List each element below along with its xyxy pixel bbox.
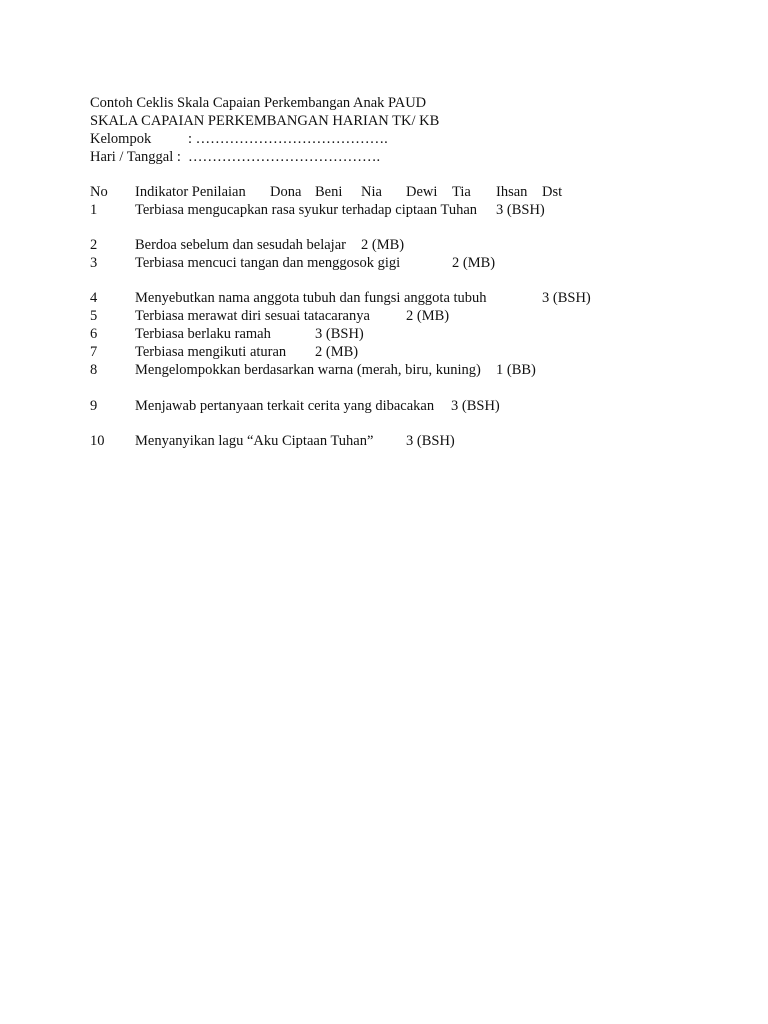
- row-score: 2 (MB): [361, 237, 405, 253]
- row-score: 3 (BSH): [542, 290, 591, 306]
- row-score: 3 (BSH): [406, 433, 455, 449]
- row-score: 3 (BSH): [496, 202, 545, 218]
- row-number: 3: [90, 255, 98, 271]
- row-number: 8: [90, 362, 98, 378]
- document-subtitle: SKALA CAPAIAN PERKEMBANGAN HARIAN TK/ KB: [90, 113, 440, 129]
- row-indikator: Terbiasa mencuci tangan dan menggosok gigi: [135, 255, 401, 271]
- header-name-tia: Tia: [452, 184, 471, 200]
- row-score: 1 (BB): [496, 362, 536, 378]
- row-indikator: Terbiasa berlaku ramah: [135, 326, 271, 342]
- header-name-dst: Dst: [542, 184, 563, 200]
- row-number: 2: [90, 237, 98, 253]
- row-indikator: Berdoa sebelum dan sesudah belajar: [135, 237, 346, 253]
- hari-tanggal-label: Hari / Tanggal :: [90, 149, 181, 165]
- row-indikator: Terbiasa merawat diri sesuai tatacaranya: [135, 308, 370, 324]
- row-number: 1: [90, 202, 98, 218]
- row-indikator: Mengelompokkan berdasarkan warna (merah, biru, kuning): [135, 362, 481, 378]
- hari-tanggal-value: ………………………………….: [188, 149, 381, 165]
- row-number: 5: [90, 308, 98, 324]
- header-no: No: [90, 184, 108, 200]
- header-name-nia: Nia: [361, 184, 382, 200]
- kelompok-label: Kelompok: [90, 131, 152, 147]
- row-number: 7: [90, 344, 98, 360]
- row-number: 4: [90, 290, 98, 306]
- row-indikator: Terbiasa mengikuti aturan: [135, 344, 287, 360]
- row-score: 2 (MB): [452, 255, 496, 271]
- header-name-dona: Dona: [270, 184, 302, 200]
- row-score: 3 (BSH): [451, 398, 500, 414]
- header-indikator: Indikator Penilaian: [135, 184, 246, 200]
- row-indikator: Menyebutkan nama anggota tubuh dan fungsi anggota tubuh: [135, 290, 487, 306]
- row-number: 9: [90, 398, 98, 414]
- header-name-ihsan: Ihsan: [496, 184, 528, 200]
- row-indikator: Terbiasa mengucapkan rasa syukur terhadap ciptaan Tuhan: [135, 202, 478, 218]
- row-number: 10: [90, 433, 105, 449]
- row-score: 3 (BSH): [315, 326, 364, 342]
- row-indikator: Menyanyikan lagu “Aku Ciptaan Tuhan”: [135, 433, 374, 449]
- row-score: 2 (MB): [315, 344, 359, 360]
- row-number: 6: [90, 326, 98, 342]
- header-name-beni: Beni: [315, 184, 343, 200]
- document-title: Contoh Ceklis Skala Capaian Perkembangan Anak PAUD: [90, 95, 427, 111]
- row-score: 2 (MB): [406, 308, 450, 324]
- kelompok-value: : ………………………………….: [188, 131, 388, 147]
- row-indikator: Menjawab pertanyaan terkait cerita yang dibacakan: [135, 398, 435, 414]
- header-name-dewi: Dewi: [406, 184, 438, 200]
